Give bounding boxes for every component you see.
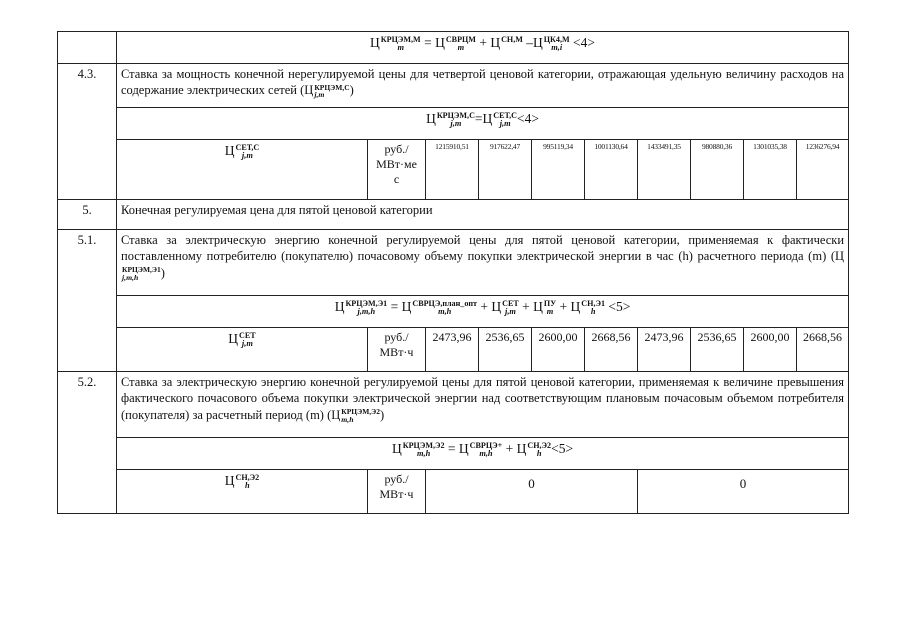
formula-term: Ц СН,Э2 h — [224, 472, 260, 490]
formula-cell — [117, 108, 849, 140]
formula-term: Ц СВРЦМ m — [435, 34, 476, 52]
value-cell: 1215910,51 — [426, 140, 479, 200]
value-cell: 1433491,35 — [638, 140, 691, 200]
description-text: Ставка за электрическую энергию конечной регулируемой цены для пятой ценовой категории, применяемая к величине превышения фактического почасового объема покупки электрической энергии над соответствующим плановым почасовым объемом потребителя (покупателя) за расчетный период (m) ( — [121, 375, 845, 422]
formula-term: Ц СВРЦЭ,план_опт m,h — [401, 298, 478, 316]
value-cell: 2600,00 — [744, 328, 797, 372]
value-cell: 2668,56 — [585, 328, 638, 372]
row-5-2-description — [58, 372, 849, 438]
row-number: 5.1. — [58, 230, 117, 372]
row-number: 5.2. — [58, 372, 117, 514]
row-4-3-description — [58, 64, 849, 108]
value-cell: 1301035,38 — [744, 140, 797, 200]
formula-term: Ц ПУ m — [533, 298, 557, 316]
description-text: Ставка за мощность конечной нерегулируемой цены для четвертой ценовой категории, отражающая удельную величину расходов на содержание электрических сетей ( — [121, 67, 845, 98]
formula-term: Ц ЦК4,М m,i — [533, 34, 570, 52]
formula-term: Ц КРЦЭМ,Э2 m,h — [391, 440, 445, 458]
unit-label: руб./ МВт·ч — [368, 328, 426, 372]
formula-term: + — [518, 299, 534, 314]
formula-term: <4> — [569, 35, 595, 50]
row-4-3-formula — [58, 108, 849, 140]
row-5-1-values — [58, 328, 849, 372]
formula-term: Ц КРЦЭМ,С j,m — [426, 110, 475, 128]
value-symbol — [117, 328, 368, 372]
formula-term: Ц СЕТ,С j,m — [482, 110, 517, 128]
unit-label: руб./ МВт·ч — [368, 470, 426, 514]
description-text: Ставка за электрическую энергию конечной регулируемой цены для пятой ценовой категории, применяемая к фактически поставленному потребителю (покупателю) почасовому объему покупки электрической энергии в час (h) расчетного периода (m) ( — [121, 233, 845, 264]
formula-term: + — [477, 299, 492, 314]
formula-term: Ц СН,Э2 h — [516, 440, 552, 458]
value-cell: 2473,96 — [426, 328, 479, 372]
formula-term: Ц КРЦЭМ,Э1 j,m,h — [334, 298, 388, 316]
row-4-3-values — [58, 140, 849, 200]
formula-term: <5> — [605, 299, 631, 314]
value-cell: 0 — [638, 470, 849, 514]
formula-term: Ц СЕТ j,m — [228, 330, 256, 348]
value-cell: 917622,47 — [479, 140, 532, 200]
row-number: 4.3. — [58, 64, 117, 200]
value-cell: 1236276,94 — [797, 140, 849, 200]
value-symbol — [117, 140, 368, 200]
row-description — [117, 372, 849, 438]
value-cell: 1001130,64 — [585, 140, 638, 200]
formula-term: Ц СН,М — [490, 34, 523, 50]
formula — [426, 111, 539, 126]
formula-term: Ц СН,Э1 h — [570, 298, 605, 316]
row-5-1-description — [58, 230, 849, 296]
formula-term: = — [387, 299, 402, 314]
tariff-table — [57, 31, 849, 514]
formula-term: Ц СВРЦЭ+ m,h — [458, 440, 503, 458]
row-number: 5. — [58, 200, 117, 230]
formula-term: Ц КРЦЭМ,С j,m — [304, 82, 350, 100]
row-description — [117, 230, 849, 296]
value-cell: 2600,00 — [532, 328, 585, 372]
formula — [392, 441, 573, 456]
row-5 — [58, 200, 849, 230]
formula-term: = — [420, 35, 436, 50]
value-cell: 0 — [426, 470, 638, 514]
formula-term: = — [444, 441, 459, 456]
row-number-empty — [58, 32, 117, 64]
formula-term: + — [475, 35, 491, 50]
formula-cell — [117, 296, 849, 328]
description-tail: ) — [349, 83, 354, 98]
value-cell: 2668,56 — [797, 328, 849, 372]
row-5-2-formula — [58, 438, 849, 470]
row-5-1-formula — [58, 296, 849, 328]
value-cell: 980880,36 — [691, 140, 744, 200]
formula-term: Ц КРЦЭМ,Э1 j,m,h — [122, 249, 845, 282]
formula — [335, 299, 631, 314]
formula-cell — [117, 32, 849, 64]
formula-term: <5> — [551, 441, 574, 456]
formula-term: = — [474, 111, 483, 126]
row-5-2-values — [58, 470, 849, 514]
value-cell: 995119,34 — [532, 140, 585, 200]
description-symbol — [304, 82, 350, 100]
description-tail: ) — [160, 265, 165, 280]
description-tail: ) — [380, 407, 385, 422]
formula-cell — [117, 438, 849, 470]
formula-term: <4> — [517, 111, 539, 126]
row-description — [117, 64, 849, 108]
value-cell: 2536,65 — [691, 328, 744, 372]
value-symbol — [117, 470, 368, 514]
formula — [370, 35, 595, 50]
formula-term: Ц СЕТ j,m — [491, 298, 519, 316]
row-description: Конечная регулируемая цена для пятой ценовой категории — [117, 200, 849, 230]
description-symbol — [331, 408, 380, 422]
formula-term: Ц КРЦЭМ,М m — [370, 34, 421, 52]
formula-term: + — [502, 441, 517, 456]
value-cell: 2473,96 — [638, 328, 691, 372]
formula-term: Ц СЕТ,С j,m — [224, 142, 260, 160]
formula-row-4 — [58, 32, 849, 64]
unit-label: руб./ МВт·ме с — [368, 140, 426, 200]
formula-term: + — [556, 299, 571, 314]
formula-term: – — [522, 35, 534, 50]
formula-term: Ц КРЦЭМ,Э2 m,h — [331, 407, 381, 424]
value-cell: 2536,65 — [479, 328, 532, 372]
